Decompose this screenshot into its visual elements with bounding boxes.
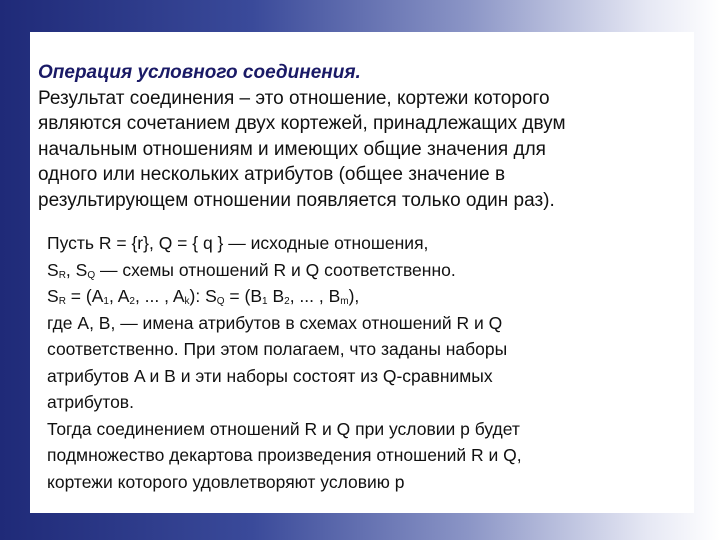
bottom-gradient-band: [0, 512, 720, 540]
definition-line: подмножество декартова произведения отношений R и Q,: [47, 445, 522, 465]
definition-line: соответственно. При этом полагаем, что заданы наборы: [47, 339, 508, 359]
attr-eq-b: = (B: [224, 286, 263, 306]
attr-s: S: [47, 286, 59, 306]
attr-sub-k: k: [184, 296, 190, 307]
definition-line: кортежи которого удовлетворяют условию p: [47, 471, 405, 492]
slide-content: [30, 32, 694, 513]
schema-s: S: [47, 259, 59, 280]
schema-sep: ,: [65, 259, 76, 280]
attributes-line: [47, 283, 667, 310]
definition-line: Пусть R = {r}, Q = { q } — исходные отношения,: [47, 233, 429, 253]
attr-b-sep: B: [267, 286, 285, 306]
intro-line: одного или нескольких атрибутов (общее значение в: [38, 164, 506, 185]
intro-block: [38, 60, 678, 213]
attr-colon: ): S: [189, 286, 217, 306]
attr-sub-1: 1: [103, 296, 109, 307]
section-heading: Операция условного соединения.: [38, 62, 361, 83]
attr-sep1: , A: [108, 286, 130, 306]
intro-line: начальным отношениям и имеющих общие значения для: [38, 138, 546, 160]
attr-sub-2: 2: [129, 296, 135, 307]
schema-sub-r: R: [58, 269, 66, 281]
schema-tail: — схемы отношений R и Q соответственно.: [95, 259, 456, 280]
attr-b-mid: , ... , B: [289, 286, 341, 306]
definition-line: атрибутов A и B и эти наборы состоят из Q-сравнимых: [47, 365, 493, 386]
attr-b-sub-2: 2: [284, 296, 290, 307]
schema-sub-q: Q: [87, 269, 96, 281]
attr-b-sub-1: 1: [262, 296, 268, 307]
intro-line: являются сочетанием двух кортежей, принадлежащих двум: [38, 113, 566, 134]
attr-sub-q: Q: [216, 296, 225, 307]
attr-end: ),: [348, 286, 360, 306]
definition-line: атрибутов.: [47, 392, 134, 412]
schema-line: [47, 257, 667, 284]
attr-eq-a: = (A: [65, 286, 104, 306]
definition-line: где A, B, — имена атрибутов в схемах отношений R и Q: [47, 312, 503, 333]
definition-line: Тогда соединением отношений R и Q при условии p будет: [47, 418, 520, 439]
intro-line: Результат соединения – это отношение, кортежи которого: [38, 87, 550, 109]
attr-sub-r: R: [58, 296, 66, 307]
attr-b-sub-m: m: [340, 296, 349, 307]
definition-block: [47, 230, 667, 495]
attr-mid: , ... , A: [134, 286, 185, 306]
intro-line: результирующем отношении появляется только один раз).: [38, 189, 555, 211]
schema-s2: S: [75, 259, 88, 280]
